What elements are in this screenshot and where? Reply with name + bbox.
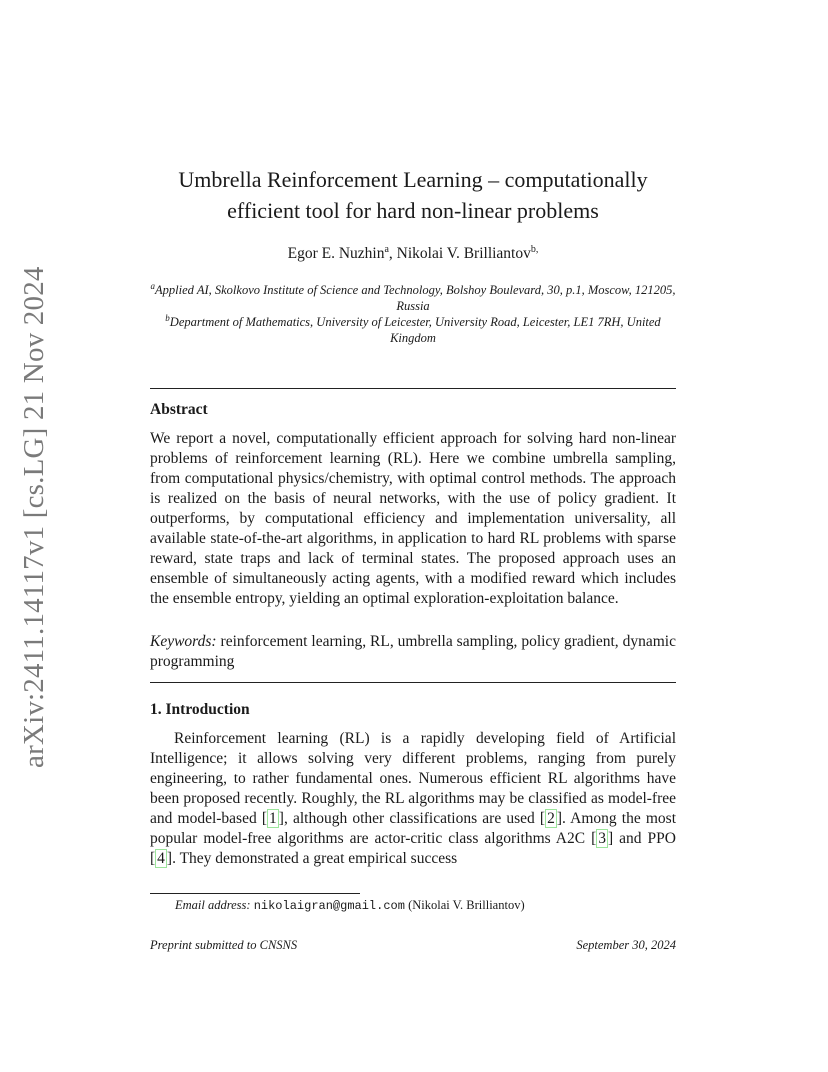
footnote-email[interactable]: nikolaigran@gmail.com <box>253 899 405 913</box>
abstract-top-rule <box>150 388 676 389</box>
paragraph-text: . Among the most popular model-free algorithms are actor-critic class algorithms A2C <box>150 810 676 847</box>
abstract-heading: Abstract <box>150 401 208 418</box>
paragraph-text: , although other classifications are used <box>283 810 540 827</box>
paragraph-text: and PPO <box>613 830 676 847</box>
citation-link[interactable]: 4 <box>157 850 165 867</box>
footnote-name: (Nikolai V. Brilliantov) <box>404 898 525 912</box>
paper-title-line-1: Umbrella Reinforcement Learning – computationally <box>178 167 648 192</box>
preprint-venue: Preprint submitted to CNSNS <box>150 938 298 952</box>
keywords-text: reinforcement learning, RL, umbrella sampling, policy gradient, dynamic programming <box>150 633 676 670</box>
citation-link[interactable]: 2 <box>547 810 555 827</box>
footnote-rule <box>150 893 360 894</box>
affiliation-mark: a <box>150 281 156 291</box>
abstract-text: We report a novel, computationally efficient approach for solving hard non-linear problems of reinforcement learning (RL). Here we combine umbrella sampling, from computational physics/chemistry, with optimal control methods. The approach is realized on the basis of neural networks, with the use of policy gradient. It outperforms, by computational efficiency and implementation universality, all available state-of-the-art algorithms, in application to hard RL problems with sparse reward, state traps and lack of terminal states. The proposed approach uses an ensemble of simultaneously acting agents, with a modified reward which includes the ensemble entropy, yielding an optimal exploration-exploitation balance. <box>150 430 676 607</box>
author-list <box>150 244 676 263</box>
footnote-label: Email address: <box>175 898 251 912</box>
affiliation-text: Applied AI, Skolkovo Institute of Science and Technology, Bolshoy Boulevard, 30, p.1, Moscow, 121205, Russia <box>155 283 676 314</box>
paper-title-line-2: efficient tool for hard non-linear problems <box>227 198 599 223</box>
affiliation-mark: b, <box>530 244 539 255</box>
author-separator: , <box>388 245 397 263</box>
affiliation-b <box>150 310 676 346</box>
author-name: Egor E. Nuzhin <box>287 245 385 263</box>
keywords <box>150 632 676 672</box>
section-heading-introduction: 1. Introduction <box>150 701 250 718</box>
abstract-bottom-rule <box>150 682 676 683</box>
paragraph-text: . They demonstrated a great empirical success <box>172 850 458 867</box>
introduction-paragraph: Reinforcement learning (RL) is a rapidly developing field of Artificial Intelligence; it allows solving very different problems, ranging from purely engineering, to rather fundamental ones. Numerous efficient RL algorithms have been proposed recently. Roughly, the RL algorithms may be classified as model-free and model-based [ 1 ], although other classifications are used [ 2 ]. Among the most popular model-free algorithms are actor-critic class algorithms A2C [ 3 ] and PPO [ 4 ]. They demonstrated a great empirical success <box>150 730 676 867</box>
affiliation-mark: b <box>165 313 170 323</box>
affiliation-text: Department of Mathematics, University of Leicester, University Road, Leicester, LE1 7RH, United Kingdom <box>169 315 661 346</box>
author-name: Nikolai V. Brilliantov <box>396 245 531 263</box>
affiliation-mark: a <box>384 244 389 255</box>
preprint-date: September 30, 2024 <box>576 938 676 952</box>
paragraph-text: Reinforcement learning (RL) is a rapidly developing field of Artificial Intelligence; it allows solving very different problems, ranging from purely engineering, to rather fundamental ones. Numerous efficient RL algorithms have been proposed recently. Roughly, the RL algorithms may be classified as model-free and model-based <box>150 730 676 827</box>
footnote <box>175 898 525 913</box>
affiliation-a <box>150 278 676 314</box>
citation-link[interactable]: 3 <box>598 830 606 847</box>
arxiv-identifier-text: arXiv:2411.14117v1 [cs.LG] 21 Nov 2024 <box>18 266 50 768</box>
citation-link[interactable]: 1 <box>269 810 277 827</box>
keywords-label: Keywords: <box>150 633 217 650</box>
